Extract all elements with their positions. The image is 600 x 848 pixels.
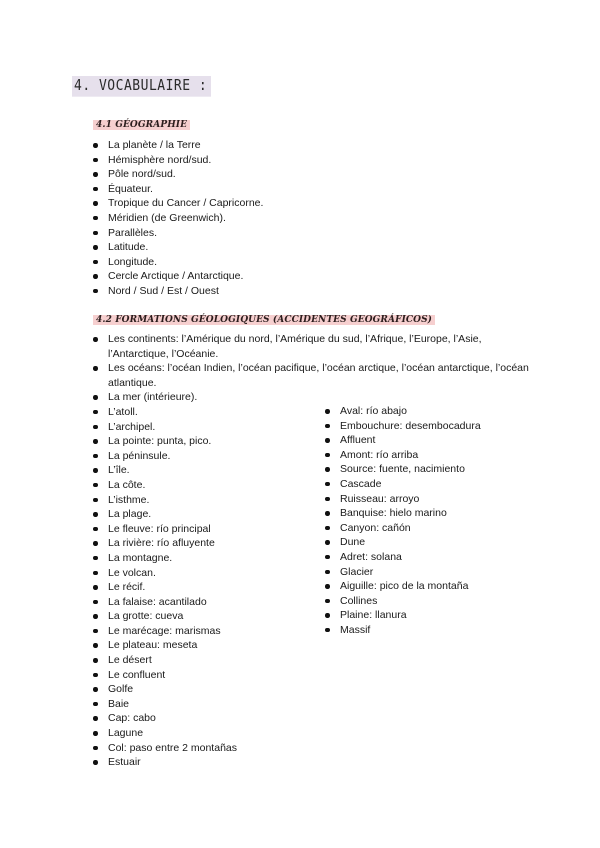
list-item: Parallèles. xyxy=(93,226,513,241)
list-item: Estuair xyxy=(93,755,533,770)
list-item: Le marécage: marismas xyxy=(93,624,533,639)
list-item: Adret: solana xyxy=(325,550,565,565)
list-item: Tropique du Cancer / Capricorne. xyxy=(93,196,513,211)
list-item: L’île. xyxy=(93,463,533,478)
list-item: Embouchure: desembocadura xyxy=(325,419,565,434)
list-item: Cascade xyxy=(325,477,565,492)
list-item: Lagune xyxy=(93,726,533,741)
list-item: Latitude. xyxy=(93,240,513,255)
list-item: Cercle Arctique / Antarctique. xyxy=(93,269,513,284)
list-item: Dune xyxy=(325,535,565,550)
list-item: L’atoll. xyxy=(93,405,533,420)
list-item: La rivière: río afluyente xyxy=(93,536,533,551)
list-item: Col: paso entre 2 montañas xyxy=(93,741,533,756)
list-item: La planète / la Terre xyxy=(93,138,513,153)
list-item: Le confluent xyxy=(93,668,533,683)
list-item: Baie xyxy=(93,697,533,712)
list-item: La péninsule. xyxy=(93,449,533,464)
list-item: Le récif. xyxy=(93,580,533,595)
list-item: Pôle nord/sud. xyxy=(93,167,513,182)
list-item: Les océans: l’océan Indien, l’océan pacifique, l’océan arctique, l’océan antarctique, l’océan atlantique. xyxy=(93,361,533,390)
list-item: La plage. xyxy=(93,507,533,522)
list-item: Longitude. xyxy=(93,255,513,270)
list-item: Le plateau: meseta xyxy=(93,638,533,653)
list-item: L’archipel. xyxy=(93,420,533,435)
list-item: La montagne. xyxy=(93,551,533,566)
section-formations-title: 4.2 FORMATIONS GÉOLOGIQUES (ACCIDENTES GEOGRÁFICOS) xyxy=(93,315,435,325)
list-item: Glacier xyxy=(325,565,565,580)
list-item: Équateur. xyxy=(93,182,513,197)
list-item: Cap: cabo xyxy=(93,711,533,726)
formations-list-right xyxy=(325,404,565,638)
list-item: Hémisphère nord/sud. xyxy=(93,153,513,168)
list-item: L’isthme. xyxy=(93,493,533,508)
list-item: Le volcan. xyxy=(93,566,533,581)
list-item: Méridien (de Greenwich). xyxy=(93,211,513,226)
list-item: Nord / Sud / Est / Ouest xyxy=(93,284,513,299)
list-item: Affluent xyxy=(325,433,565,448)
main-heading: 4. VOCABULAIRE : xyxy=(72,76,211,97)
section-geographie-title: 4.1 GÉOGRAPHIE xyxy=(93,120,190,130)
list-item: Banquise: hielo marino xyxy=(325,506,565,521)
list-item: Source: fuente, nacimiento xyxy=(325,462,565,477)
list-item: La grotte: cueva xyxy=(93,609,533,624)
list-item: Amont: río arriba xyxy=(325,448,565,463)
list-item: Le désert xyxy=(93,653,533,668)
list-item: Massif xyxy=(325,623,565,638)
list-item: Golfe xyxy=(93,682,533,697)
list-item: La mer (intérieure). xyxy=(93,390,533,405)
list-item: Collines xyxy=(325,594,565,609)
list-item: Aval: río abajo xyxy=(325,404,565,419)
list-item: Le fleuve: río principal xyxy=(93,522,533,537)
list-item: Ruisseau: arroyo xyxy=(325,492,565,507)
list-item: La côte. xyxy=(93,478,533,493)
geographie-list xyxy=(93,138,513,299)
list-item: Canyon: cañón xyxy=(325,521,565,536)
list-item: Les continents: l’Amérique du nord, l’Amérique du sud, l’Afrique, l’Europe, l’Asie, l’Antarctique, l’Océanie. xyxy=(93,332,533,361)
list-item: Plaine: llanura xyxy=(325,608,565,623)
list-item: Aiguille: pico de la montaña xyxy=(325,579,565,594)
list-item: La pointe: punta, pico. xyxy=(93,434,533,449)
list-item: La falaise: acantilado xyxy=(93,595,533,610)
